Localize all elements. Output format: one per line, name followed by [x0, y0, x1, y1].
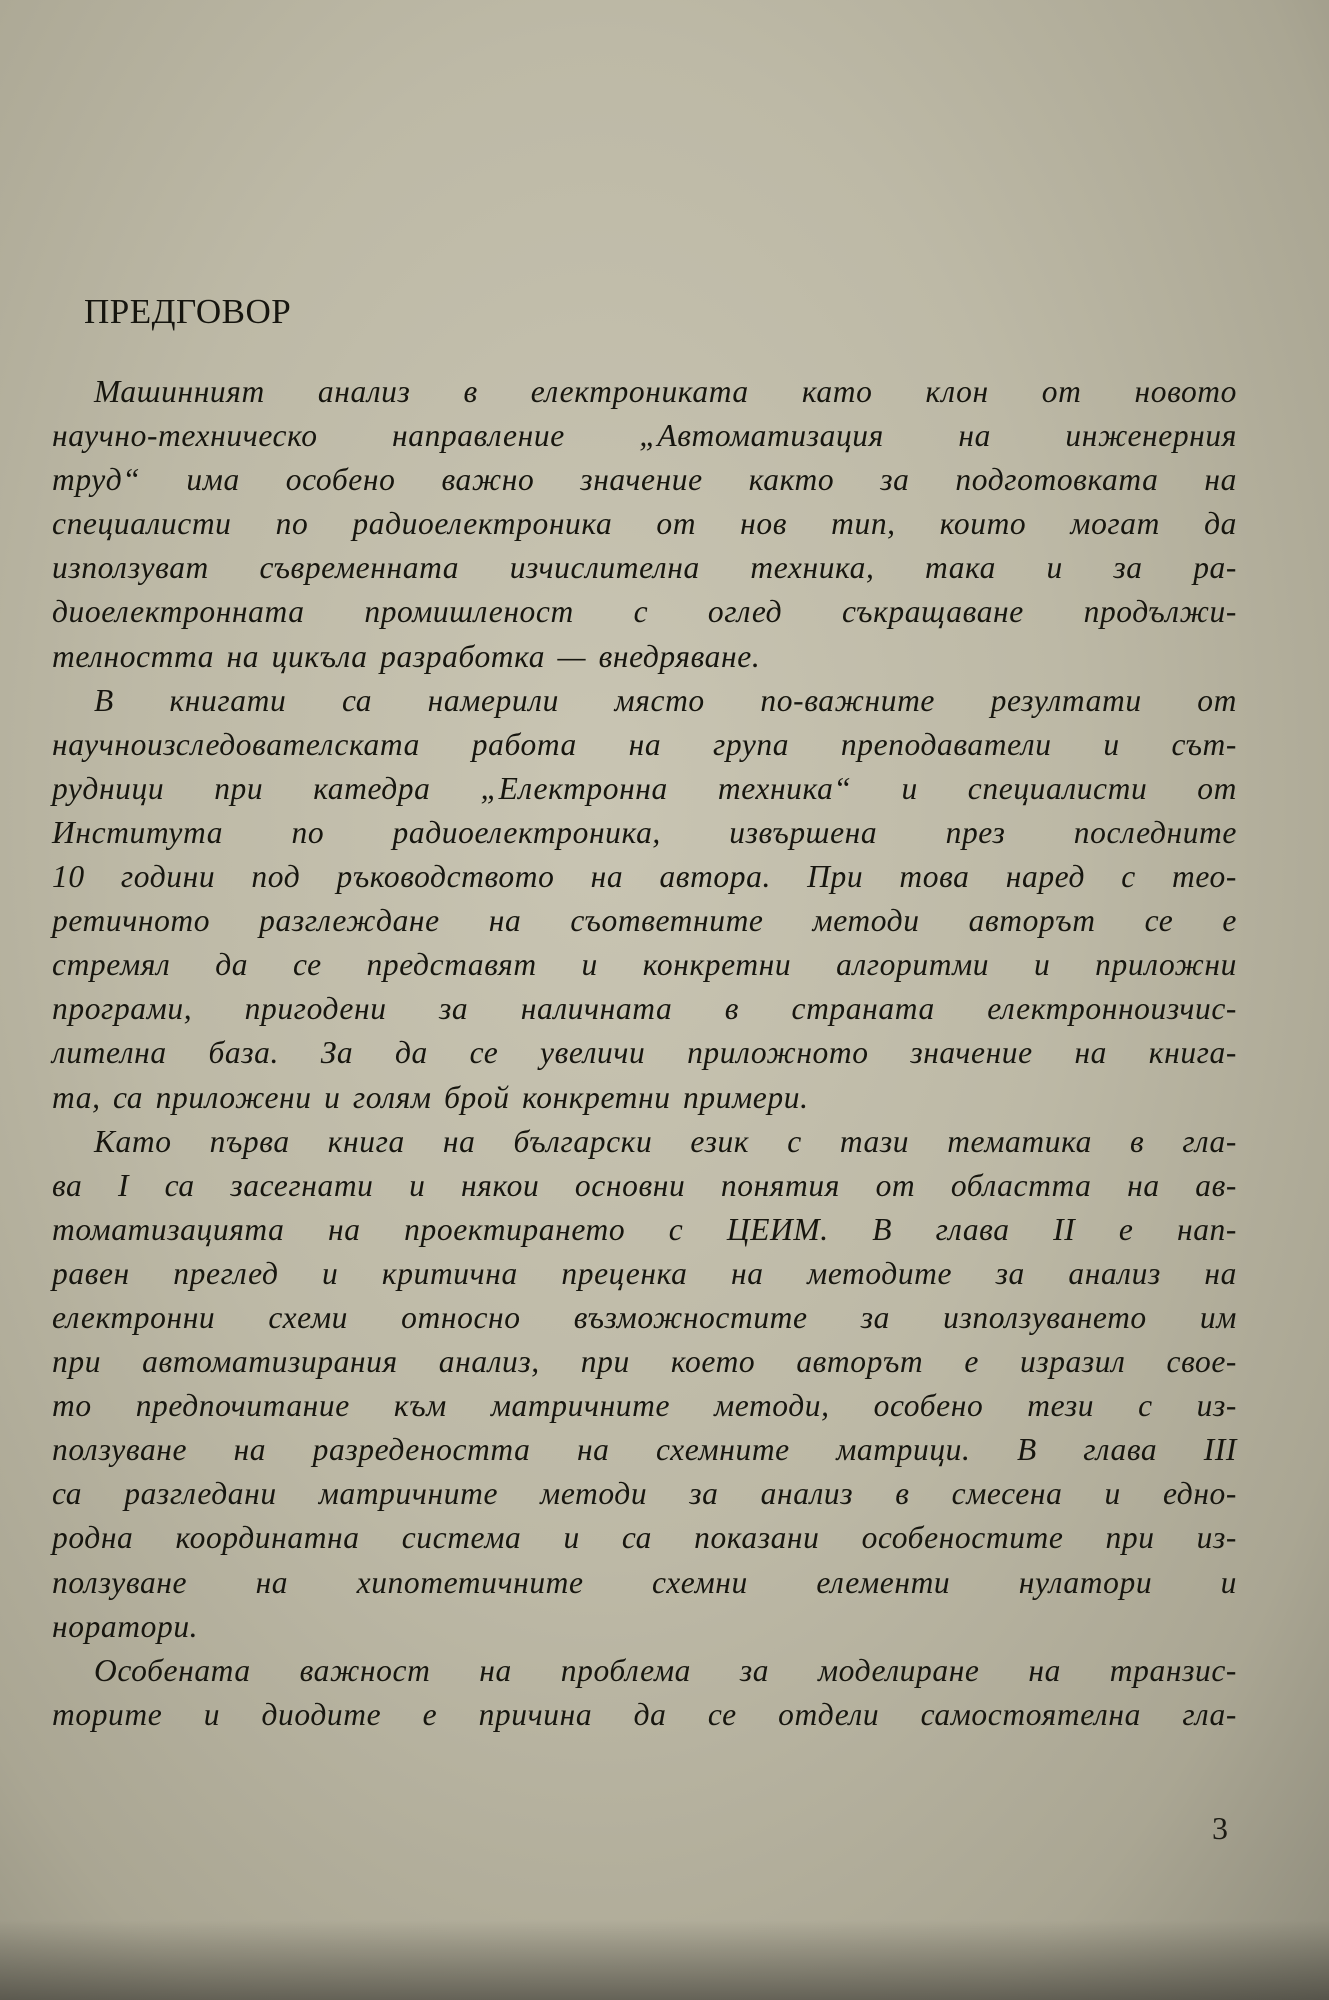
text-line: ползуване на разредеността на схемните матрици. В глава III: [52, 1432, 1237, 1468]
text-line: равен преглед и критична преценка на методите за анализ на: [52, 1255, 1237, 1291]
text-line: ползуване на хипотетичните схемни елементи нулатори и: [52, 1564, 1237, 1600]
text-line: ретичното разглеждане на съответните методи авторът се е: [52, 903, 1237, 939]
text-line: стремял да се представят и конкретни алгоритми и приложни: [52, 947, 1237, 983]
preface-heading: ПРЕДГОВОР: [84, 292, 292, 331]
preface-body: [52, 370, 1237, 1737]
text-line: торите и диодите е причина да се отдели самостоятелна гла-: [52, 1696, 1237, 1732]
paragraph: [52, 370, 1237, 679]
text-line: използуват съвременната изчислителна техника, така и за ра-: [52, 550, 1237, 586]
text-line: 10 години под ръководството на автора. При това наред с тео-: [52, 859, 1237, 895]
text-line: научно-техническо направление „Автоматизация на инженерния: [52, 418, 1237, 454]
paragraph: [52, 679, 1237, 1120]
text-line: труд“ има особено важно значение както за подготовката на: [52, 462, 1237, 498]
text-line: диоелектронната промишленост с оглед съкращаване продължи-: [52, 594, 1237, 630]
text-line: Като първа книга на български език с тази тематика в гла-: [94, 1123, 1237, 1159]
paragraph: [52, 1120, 1237, 1649]
text-line: норатори.: [52, 1608, 199, 1644]
text-line: лителна база. За да се увеличи приложното значение на книга-: [52, 1035, 1237, 1071]
text-line: електронни схеми относно възможностите за използуването им: [52, 1299, 1237, 1335]
page-number: 3: [1212, 1810, 1228, 1846]
text-line: то предпочитание към матричните методи, особено тези с из-: [52, 1388, 1237, 1424]
text-line: Института по радиоелектроника, извършена през последните: [52, 814, 1237, 850]
text-line: Особената важност на проблема за моделиране на транзис-: [94, 1652, 1237, 1688]
text-line: родна координатна система и са показани особеностите при из-: [52, 1520, 1237, 1556]
text-line: та, са приложени и голям брой конкретни примери.: [52, 1079, 809, 1115]
text-line: ва I са засегнати и някои основни понятия от областта на ав-: [52, 1167, 1237, 1203]
text-line: рудници при катедра „Електронна техника“ и специалисти от: [52, 770, 1237, 806]
text-line: телността на цикъла разработка — внедряване.: [52, 638, 761, 674]
text-line: програми, пригодени за наличната в страната електронноизчис-: [52, 991, 1237, 1027]
text-line: при автоматизирания анализ, при което авторът е изразил свое-: [52, 1344, 1237, 1380]
text-line: са разгледани матричните методи за анализ в смесена и едно-: [52, 1476, 1237, 1512]
text-line: Машинният анализ в електрониката като клон от новото: [94, 374, 1237, 409]
text-line: научноизследователската работа на група преподаватели и сът-: [52, 726, 1237, 762]
text-line: специалисти по радиоелектроника от нов тип, които могат да: [52, 506, 1237, 542]
paragraph: [52, 1649, 1237, 1737]
text-line: томатизацията на проектирането с ЦЕИМ. В глава II е нап-: [52, 1211, 1237, 1247]
text-line: В книгати са намерили място по-важните резултати от: [94, 682, 1237, 718]
page-edge-shadow: [0, 1920, 1329, 2000]
